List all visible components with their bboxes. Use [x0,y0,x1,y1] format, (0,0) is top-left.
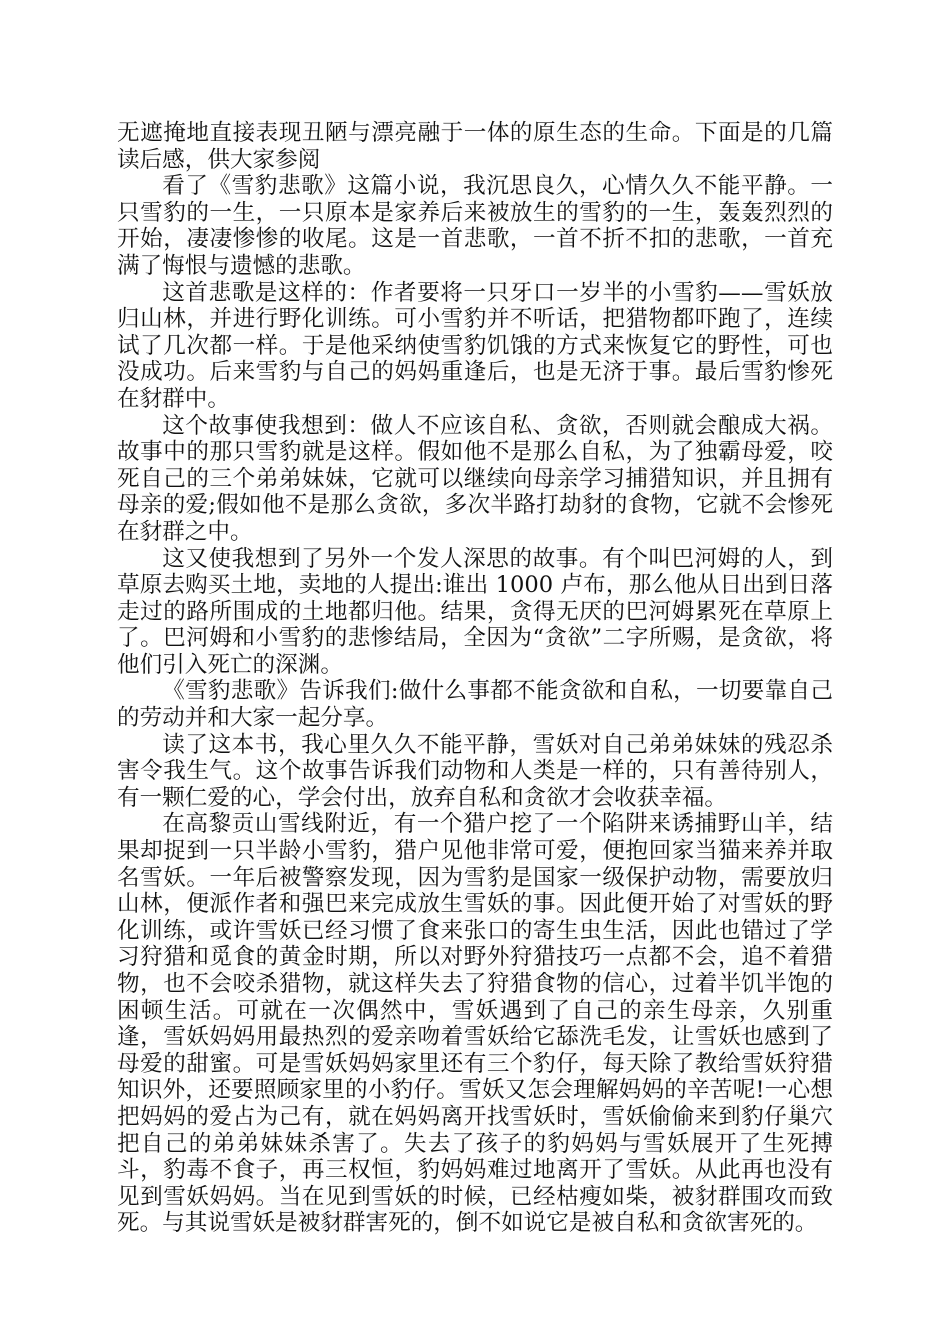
paragraph-4: 这又使我想到了另外一个发人深思的故事。有个叫巴河姆的人，到草原去购买土地，卖地的人提出:谁出 1000 卢布，那么他从日出到日落走过的路所围成的土地都归他。结果，贪得无厌的巴河姆累死在草原上了。巴河姆和小雪豹的悲惨结局，全因为“贪欲”二字所赐，是贪欲，将他们引入死亡的深渊。 [117,545,833,678]
paragraph-7: 在高黎贡山雪线附近，有一个猎户挖了一个陷阱来诱捕野山羊，结果却捉到一只半龄小雪豹，猎户见他非常可爱，便抱回家当猫来养并取名雪妖。一年后被警察发现，因为雪豹是国家一级保护动物，需要放归山林，便派作者和强巴来完成放生雪妖的事。因此便开始了对雪妖的野化训练，或许雪妖已经习惯了食来张口的寄生虫生活，因此也错过了学习狩猎和觅食的黄金时期，所以对野外狩猎技巧一点都不会，追不着猎物，也不会咬杀猎物，就这样失去了狩猎食物的信心，过着半饥半饱的困顿生活。可就在一次偶然中，雪妖遇到了自己的亲生母亲，久别重逢，雪妖妈妈用最热烈的爱亲吻着雪妖给它舔洗毛发，让雪妖也感到了母爱的甜蜜。可是雪妖妈妈家里还有三个豹仔，每天除了教给雪妖狩猎知识外，还要照顾家里的小豹仔。雪妖又怎会理解妈妈的辛苦呢!一心想把妈妈的爱占为己有，就在妈妈离开找雪妖时，雪妖偷偷来到豹仔巢穴把自己的弟弟妹妹杀害了。失去了孩子的豹妈妈与雪妖展开了生死搏斗，豹毒不食子，再三权恒，豹妈妈难过地离开了雪妖。从此再也没有见到雪妖妈妈。当在见到雪妖的时候，已经枯瘦如柴，被豺群围攻而致死。与其说雪妖是被豺群害死的，倒不如说它是被自私和贪欲害死的。 [117,811,833,1237]
paragraph-intro: 无遮掩地直接表现丑陋与漂亮融于一体的原生态的生命。下面是的几篇读后感，供大家参阅 [117,120,833,173]
paragraph-5: 《雪豹悲歌》告诉我们:做什么事都不能贪欲和自私，一切要靠自己的劳动并和大家一起分享。 [117,678,833,732]
paragraph-1: 看了《雪豹悲歌》这篇小说，我沉思良久，心情久久不能平静。一只雪豹的一生，一只原本是家养后来被放生的雪豹的一生，轰轰烈烈的开始，凄凄惨惨的收尾。这是一首悲歌，一首不折不扣的悲歌，一首充满了悔恨与遗憾的悲歌。 [117,173,833,279]
document-body [117,120,833,1237]
paragraph-2: 这首悲歌是这样的：作者要将一只牙口一岁半的小雪豹——雪妖放归山林，并进行野化训练。可小雪豹并不听话，把猎物都吓跑了，连续试了几次都一样。于是他采纳使雪豹饥饿的方式来恢复它的野性，可也没成功。后来雪豹与自己的妈妈重逢后，也是无济于事。最后雪豹惨死在豺群中。 [117,279,833,412]
paragraph-6: 读了这本书，我心里久久不能平静，雪妖对自己弟弟妹妹的残忍杀害令我生气。这个故事告诉我们动物和人类是一样的，只有善待别人，有一颗仁爱的心，学会付出，放弃自私和贪欲才会收获幸福。 [117,731,833,811]
paragraph-3: 这个故事使我想到：做人不应该自私、贪欲，否则就会酿成大祸。故事中的那只雪豹就是这样。假如他不是那么自私，为了独霸母爱，咬死自己的三个弟弟妹妹，它就可以继续向母亲学习捕猎知识，并且拥有母亲的爱;假如他不是那么贪欲，多次半路打劫豺的食物，它就不会惨死在豺群之中。 [117,412,833,545]
